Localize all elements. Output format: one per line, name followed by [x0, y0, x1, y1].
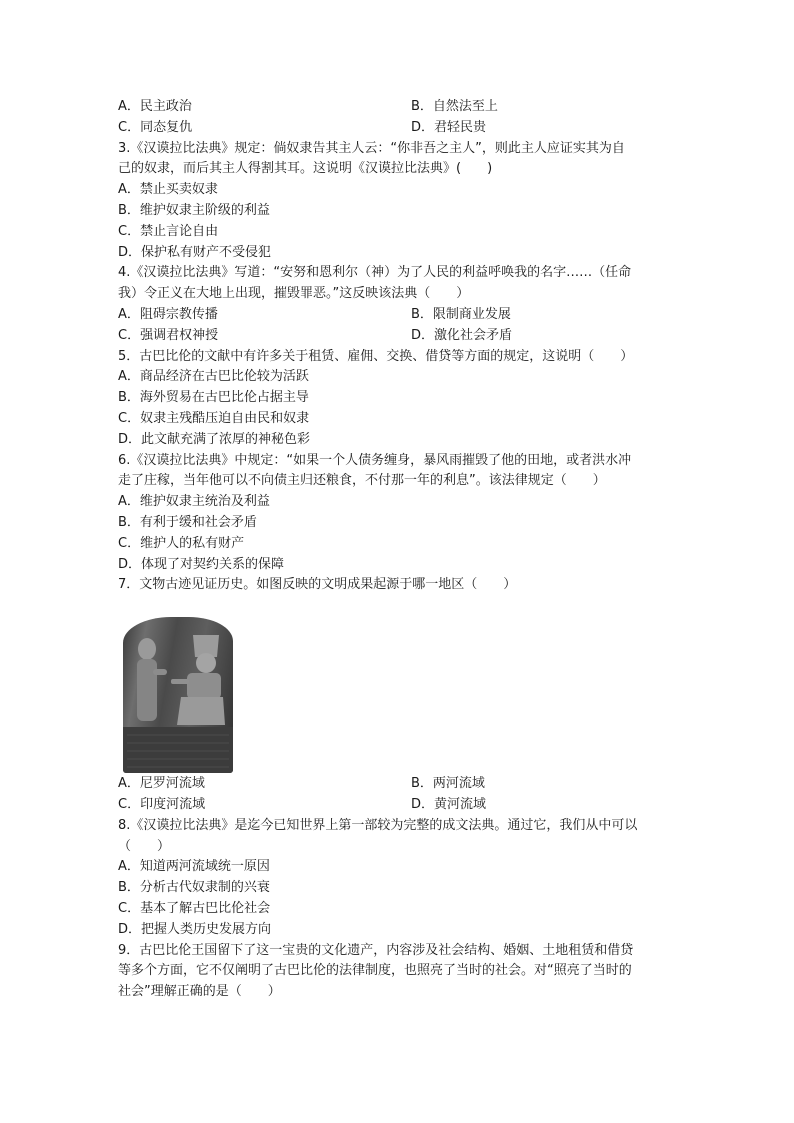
- q8-option-b[interactable]: B．分析古代奴隶制的兴衰: [118, 880, 270, 896]
- option-c[interactable]: C．同态复仇: [118, 119, 193, 135]
- stele-relief-icon: [123, 617, 233, 773]
- q8-stem-line-1: 8.《汉谟拉比法典》是迄今已知世界上第一部较为完整的成文法典。通过它，我们从中可以: [118, 817, 638, 833]
- q4-stem-line-2: 我）令正义在大地上出现，摧毁罪恶。”这反映该法典（ ）: [118, 286, 470, 302]
- q6-option-d[interactable]: D．体现了对契约关系的保障: [118, 556, 285, 572]
- option-a[interactable]: A．民主政治: [118, 99, 192, 114]
- q3-option-a[interactable]: A．禁止买卖奴隶: [118, 182, 218, 198]
- q3-stem-line-1: 3.《汉谟拉比法典》规定：倘奴隶告其主人云：“你非吾之主人”，则此主人应证实其为自: [118, 140, 625, 156]
- q2-options-row-1: [118, 97, 678, 118]
- q5-option-d[interactable]: D．此文献充满了浓厚的神秘色彩: [118, 431, 311, 447]
- option-d[interactable]: D．君轻民贵: [411, 119, 487, 135]
- q6-option-b[interactable]: B．有利于缓和社会矛盾: [118, 514, 257, 530]
- q3-option-c[interactable]: C．禁止言论自由: [118, 223, 219, 239]
- q7-option-a[interactable]: A．尼罗河流域: [118, 776, 205, 792]
- q9-stem-line-2: 等多个方面，它不仅阐明了古巴比伦的法律制度，也照亮了当时的社会。对“照亮了当时的: [118, 963, 632, 979]
- q7-figure: [118, 596, 678, 774]
- q3-option-b[interactable]: B．维护奴隶主阶级的利益: [118, 202, 270, 218]
- q4-option-a[interactable]: A．阻碍宗教传播: [118, 306, 218, 322]
- q7-option-c[interactable]: C．印度河流域: [118, 796, 206, 812]
- q9-stem-line-3: 社会”理解正确的是（ ）: [118, 984, 281, 1000]
- q7-options-row-2: [118, 795, 678, 816]
- q6-stem-line-1: 6.《汉谟拉比法典》中规定：“如果一个人债务缠身，暴风雨摧毁了他的田地，或者洪水冲: [118, 452, 632, 468]
- q4-option-c[interactable]: C．强调君权神授: [118, 327, 219, 343]
- q5-stem-line-1: 5．古巴比伦的文献中有许多关于租赁、雇佣、交换、借贷等方面的规定，这说明（ ）: [118, 348, 634, 364]
- q8-stem-line-2: （ ）: [118, 838, 171, 854]
- q8-option-d[interactable]: D．把握人类历史发展方向: [118, 921, 272, 937]
- q4-option-b[interactable]: B．限制商业发展: [411, 306, 511, 322]
- q7-option-b[interactable]: B．两河流域: [411, 776, 485, 792]
- q6-option-c[interactable]: C．维护人的私有财产: [118, 535, 245, 551]
- q7-stem-line-1: 7．文物古迹见证历史。如图反映的文明成果起源于哪一地区（ ）: [118, 577, 517, 593]
- q6-stem-line-2: 走了庄稼，当年他可以不向债主归还粮食，不付那一年的利息”。该法律规定（ ）: [118, 473, 606, 489]
- q8-option-a[interactable]: A．知道两河流域统一原因: [118, 859, 270, 875]
- q6-option-a[interactable]: A．维护奴隶主统治及利益: [118, 494, 270, 510]
- q2-options-row-2: [118, 118, 678, 139]
- q4-options-row-1: [118, 305, 678, 326]
- q5-option-a[interactable]: A．商品经济在古巴比伦较为活跃: [118, 369, 309, 385]
- option-b[interactable]: B．自然法至上: [411, 99, 498, 114]
- q5-option-b[interactable]: B．海外贸易在古巴比伦占据主导: [118, 390, 309, 406]
- q3-stem-line-2: 己的奴隶，而后其主人得割其耳。这说明《汉谟拉比法典》( ): [118, 161, 493, 177]
- q4-stem-line-1: 4.《汉谟拉比法典》写道：“安努和恩利尔（神）为了人民的利益呼唤我的名字……（任命: [118, 265, 632, 281]
- q7-options-row-1: [118, 774, 678, 795]
- q8-option-c[interactable]: C．基本了解古巴比伦社会: [118, 900, 271, 916]
- q9-stem-line-1: 9．古巴比伦王国留下了这一宝贵的文化遗产，内容涉及社会结构、婚姻、土地租赁和借贷: [118, 942, 634, 958]
- q4-options-row-2: [118, 326, 678, 347]
- exam-page: [118, 97, 678, 1003]
- q4-option-d[interactable]: D．激化社会矛盾: [411, 327, 513, 343]
- hammurabi-stele-image: [123, 617, 233, 773]
- q7-option-d[interactable]: D．黄河流域: [411, 796, 487, 812]
- q5-option-c[interactable]: C．奴隶主残酷压迫自由民和奴隶: [118, 410, 310, 426]
- q3-option-d[interactable]: D．保护私有财产不受侵犯: [118, 244, 272, 260]
